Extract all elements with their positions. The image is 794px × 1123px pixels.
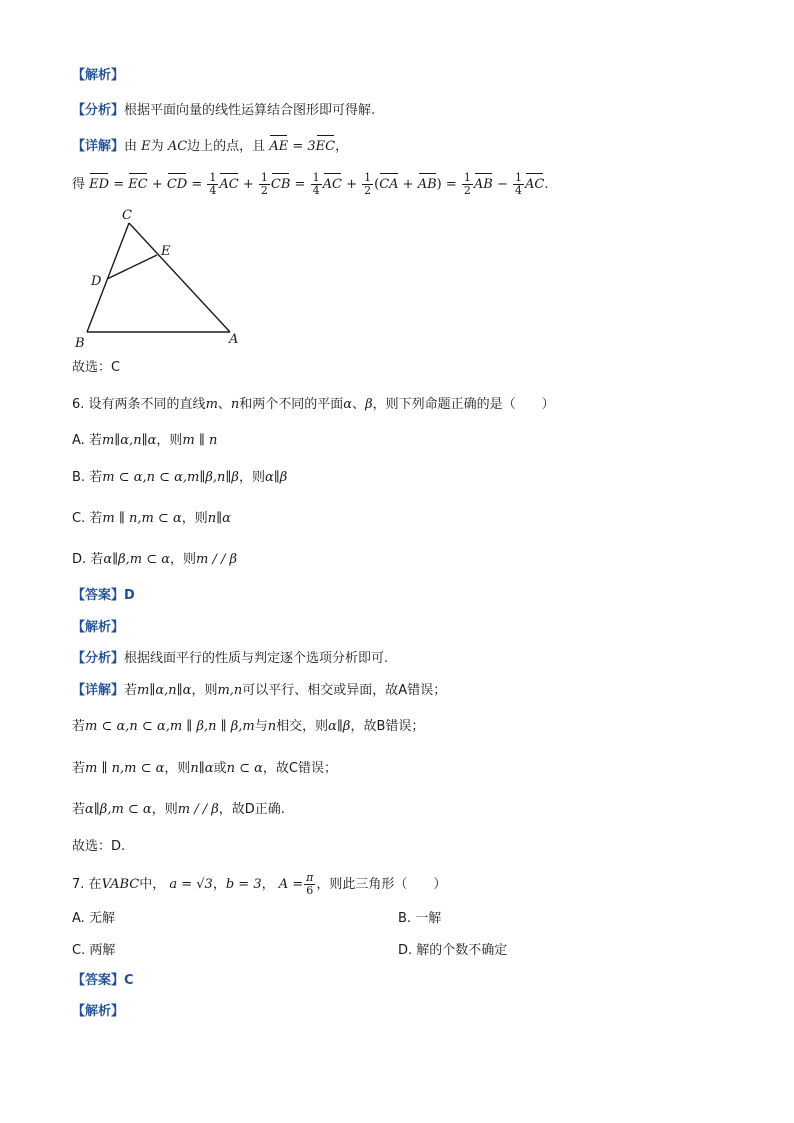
detail-text: 若: [72, 719, 86, 734]
option-a[interactable]: [72, 432, 217, 450]
option-b[interactable]: [72, 469, 287, 487]
detail-text-3: 边上的点，且: [187, 139, 266, 154]
section-heading-jiexi: 【解析】: [72, 1004, 125, 1019]
analysis-tag: 【分析】: [72, 103, 125, 118]
detail-expr: m∥α,n∥α: [137, 683, 192, 698]
question-number: 7.: [72, 877, 85, 892]
detail-text: ，故B错误；: [350, 719, 425, 734]
detail-expr: n ⊂ α: [226, 761, 263, 776]
option-label: C.: [72, 511, 86, 526]
option-text: 解的个数不确定: [416, 943, 508, 958]
analysis-text: 根据线面平行的性质与判定逐个选项分析即可.: [124, 651, 389, 666]
option-label: B.: [398, 911, 412, 926]
detail-text-2: 为: [150, 139, 164, 154]
option-result: m / / β: [196, 552, 238, 567]
option-text: 两解: [89, 943, 116, 958]
detail-text: 若: [72, 802, 86, 817]
stem-text-3: ，则此三角形（ ）: [316, 877, 447, 892]
option-text: 无解: [88, 911, 115, 926]
detail-tag: 【详解】: [72, 683, 125, 698]
detail-text: ，故D正确.: [218, 802, 285, 817]
detail-text: 可以平行、相交或异面，故A错误；: [242, 683, 447, 698]
detail-expr: m ∥ n,m ⊂ α: [85, 761, 165, 776]
detail-line-4: [72, 801, 285, 819]
detail-text: 相交，则: [276, 719, 329, 734]
detail-text: ，则: [164, 761, 191, 776]
triangle-figure: [70, 205, 250, 350]
fraction-numerator: π: [306, 871, 314, 884]
detail-line: 【详解】由 E为 AC边上的点，且 AE = 3EC，: [72, 139, 349, 154]
section-heading-jiexi: 【解析】: [72, 68, 125, 83]
choice-line: 故选：C: [72, 360, 121, 375]
option-expr: α∥β,m ⊂ α: [103, 552, 171, 567]
detail-expr: α∥β: [328, 719, 351, 734]
angle-a-prefix: A =: [278, 877, 304, 892]
stem-text-3: ，则下列命题正确的是（ ）: [372, 397, 555, 412]
option-then: ，则: [170, 552, 197, 567]
detail-text: 若: [124, 683, 138, 698]
option-expr: m∥α,n∥α: [101, 433, 157, 448]
detail-line-2: [72, 718, 424, 736]
detail-text-1: 由: [124, 139, 138, 154]
option-result: m ∥ n: [182, 433, 218, 448]
option-expr: m ∥ n,m ⊂ α: [102, 511, 182, 526]
answer-line: 【答案】D: [72, 588, 135, 603]
option-then: ，则: [238, 470, 265, 485]
detail-expr: m,n: [217, 683, 243, 698]
analysis-line: [72, 102, 375, 120]
stem-text-2: 和两个不同的平面: [239, 397, 344, 412]
option-then: ，则: [156, 433, 183, 448]
option-pre: 若: [90, 552, 104, 567]
derivation-prefix: 得: [72, 177, 86, 192]
answer-line: 【答案】C: [72, 973, 134, 988]
analysis-tag: 【分析】: [72, 651, 125, 666]
detail-text: ，则: [191, 683, 218, 698]
option-pre: 若: [89, 470, 103, 485]
detail-expr: m ⊂ α,n ⊂ α,m ∥ β,n ∥ β,m: [85, 719, 255, 734]
label-c: C: [122, 208, 132, 223]
separator: ，: [212, 877, 226, 892]
option-text: 一解: [415, 911, 442, 926]
stem-text-1: 在: [88, 877, 102, 892]
detail-text: ，则: [151, 802, 178, 817]
option-label: D.: [398, 943, 413, 958]
option-label: D.: [72, 552, 87, 567]
detail-expr: n: [267, 719, 277, 734]
option-result: α∥β: [264, 470, 288, 485]
question-number: 6.: [72, 397, 85, 412]
detail-text: 或: [213, 761, 227, 776]
detail-expr: m / / β: [177, 802, 219, 817]
stem-text-1: 设有两条不同的直线: [88, 397, 206, 412]
separator: ，: [261, 877, 275, 892]
question-7-stem: [72, 872, 446, 897]
label-b: B: [75, 336, 85, 350]
detail-text: 若: [72, 761, 86, 776]
vector-equation: AE = 3EC: [269, 139, 336, 154]
fraction-denominator: 6: [306, 884, 314, 897]
q7-option-c[interactable]: [72, 942, 115, 960]
option-label: B.: [72, 470, 86, 485]
q7-option-b[interactable]: [398, 910, 441, 928]
option-expr: m ⊂ α,n ⊂ α,m∥β,n∥β: [102, 470, 239, 485]
detail-tag: 【详解】: [72, 139, 125, 154]
q7-option-d[interactable]: [398, 942, 507, 960]
detail-line-3: [72, 760, 337, 778]
analysis-text: 根据平面向量的线性运算结合图形即可得解.: [124, 103, 376, 118]
detail-expr: α∥β,m ⊂ α: [85, 802, 152, 817]
label-d: D: [91, 274, 102, 289]
label-e: E: [161, 244, 171, 259]
option-d[interactable]: [72, 551, 237, 569]
option-label: C.: [72, 943, 86, 958]
option-c[interactable]: [72, 510, 231, 528]
option-then: ，则: [181, 511, 208, 526]
option-pre: 若: [88, 433, 102, 448]
option-label: A.: [72, 911, 85, 926]
option-pre: 若: [89, 511, 103, 526]
analysis-line: [72, 650, 388, 668]
choice-line: 故选：D.: [72, 839, 126, 854]
segment-de: [107, 255, 157, 279]
q7-option-a[interactable]: [72, 910, 115, 928]
detail-expr: n∥α: [190, 761, 214, 776]
detail-text: 与: [254, 719, 268, 734]
question-6-stem: 6. 设有两条不同的直线m、n和两个不同的平面α、β，则下列命题正确的是（ ）: [72, 397, 555, 412]
triangle-name: VABC: [101, 877, 140, 892]
side-b-value: b = 3: [225, 877, 262, 892]
derivation-line: 得 ED = EC + CD = $\frac{1}{4}$ AC + $\frac{1}{2}$ CB = $\frac{1}{4}$ AC + $\frac{1}{2}$ (CA + AB) = $\frac{1}{2}$ AB − $\frac{1}{4}$ AC.: [72, 171, 549, 197]
section-heading-jiexi: 【解析】: [72, 620, 125, 635]
option-label: A.: [72, 433, 85, 448]
detail-line-1: [72, 682, 446, 700]
side-a-value: a = √3: [169, 877, 213, 892]
detail-text: ，故C错误；: [262, 761, 337, 776]
label-a: A: [229, 332, 239, 347]
option-result: n∥α: [207, 511, 231, 526]
stem-text-2: 中，: [139, 877, 166, 892]
side-ca: [129, 223, 230, 332]
